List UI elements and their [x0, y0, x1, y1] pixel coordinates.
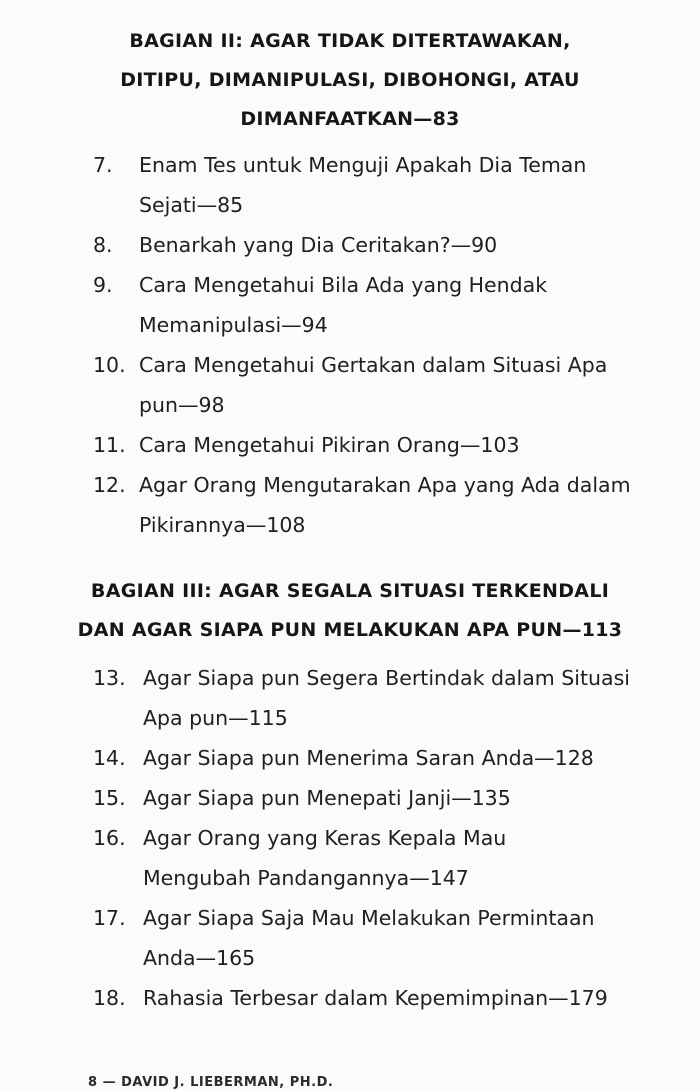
toc-entry: [0, 978, 700, 1018]
toc-entry-number: 10.: [93, 353, 126, 377]
toc-entry-title: Cara Mengetahui Gertakan dalam Situasi Apa pun—98: [139, 353, 608, 417]
toc-entry-title: Agar Siapa pun Segera Bertindak dalam Situasi Apa pun—115: [143, 666, 630, 730]
toc-entry: [0, 425, 700, 465]
toc-entry-title: Agar Siapa pun Menerima Saran Anda—128: [143, 746, 594, 770]
toc-entry: [0, 145, 700, 225]
toc-entry-number: 16.: [93, 826, 126, 850]
toc-entry-number: 13.: [93, 666, 126, 690]
toc-entry-title: Agar Orang yang Keras Kepala Mau Mengubah Pandangannya—147: [143, 826, 507, 890]
toc-entry-number: 18.: [93, 986, 126, 1010]
heading-line: DAN AGAR SIAPA PUN MELAKUKAN APA PUN—113: [77, 619, 623, 641]
heading-line: DITIPU, DIMANIPULASI, DIBOHONGI, ATAU: [120, 69, 580, 91]
toc-entry-title: Cara Mengetahui Pikiran Orang—103: [139, 433, 520, 457]
toc-entry: [0, 265, 700, 345]
toc-entry-number: 8.: [93, 233, 113, 257]
toc-entry-number: 12.: [93, 473, 126, 497]
toc-entry: [0, 225, 700, 265]
toc-entry: [0, 738, 700, 778]
toc-entry-title: Rahasia Terbesar dalam Kepemimpinan—179: [143, 986, 608, 1010]
heading-line: DIMANFAATKAN—83: [240, 108, 460, 130]
toc-entry: [0, 818, 700, 898]
heading-line: BAGIAN III: AGAR SEGALA SITUASI TERKENDALI: [90, 580, 610, 602]
toc-entry-number: 11.: [93, 433, 126, 457]
toc-entry: [0, 658, 700, 738]
toc-entry-title: Agar Siapa pun Menepati Janji—135: [143, 786, 511, 810]
page-footer: 8 — DAVID J. LIEBERMAN, PH.D.: [88, 1075, 334, 1090]
toc-entry-number: 17.: [93, 906, 126, 930]
toc-entry-number: 15.: [93, 786, 126, 810]
toc-entry-title: Cara Mengetahui Bila Ada yang Hendak Memanipulasi—94: [139, 273, 548, 337]
section-heading-part-2: [0, 22, 700, 139]
toc-list-part-2: [0, 145, 700, 545]
toc-entry: [0, 465, 700, 545]
heading-line: BAGIAN II: AGAR TIDAK DITERTAWAKAN,: [129, 30, 571, 52]
toc-entry-title: Benarkah yang Dia Ceritakan?—90: [139, 233, 498, 257]
toc-entry-number: 14.: [93, 746, 126, 770]
toc-entry-title: Agar Siapa Saja Mau Melakukan Permintaan Anda—165: [143, 906, 595, 970]
toc-list-part-3: [0, 658, 700, 1018]
toc-entry-title: Agar Orang Mengutarakan Apa yang Ada dalam Pikirannya—108: [139, 473, 631, 537]
toc-entry: [0, 345, 700, 425]
toc-entry: [0, 778, 700, 818]
toc-entry-number: 9.: [93, 273, 113, 297]
toc-entry-title: Enam Tes untuk Menguji Apakah Dia Teman Sejati—85: [139, 153, 587, 217]
section-heading-part-3: [0, 572, 700, 650]
toc-entry-number: 7.: [93, 153, 113, 177]
toc-entry: [0, 898, 700, 978]
